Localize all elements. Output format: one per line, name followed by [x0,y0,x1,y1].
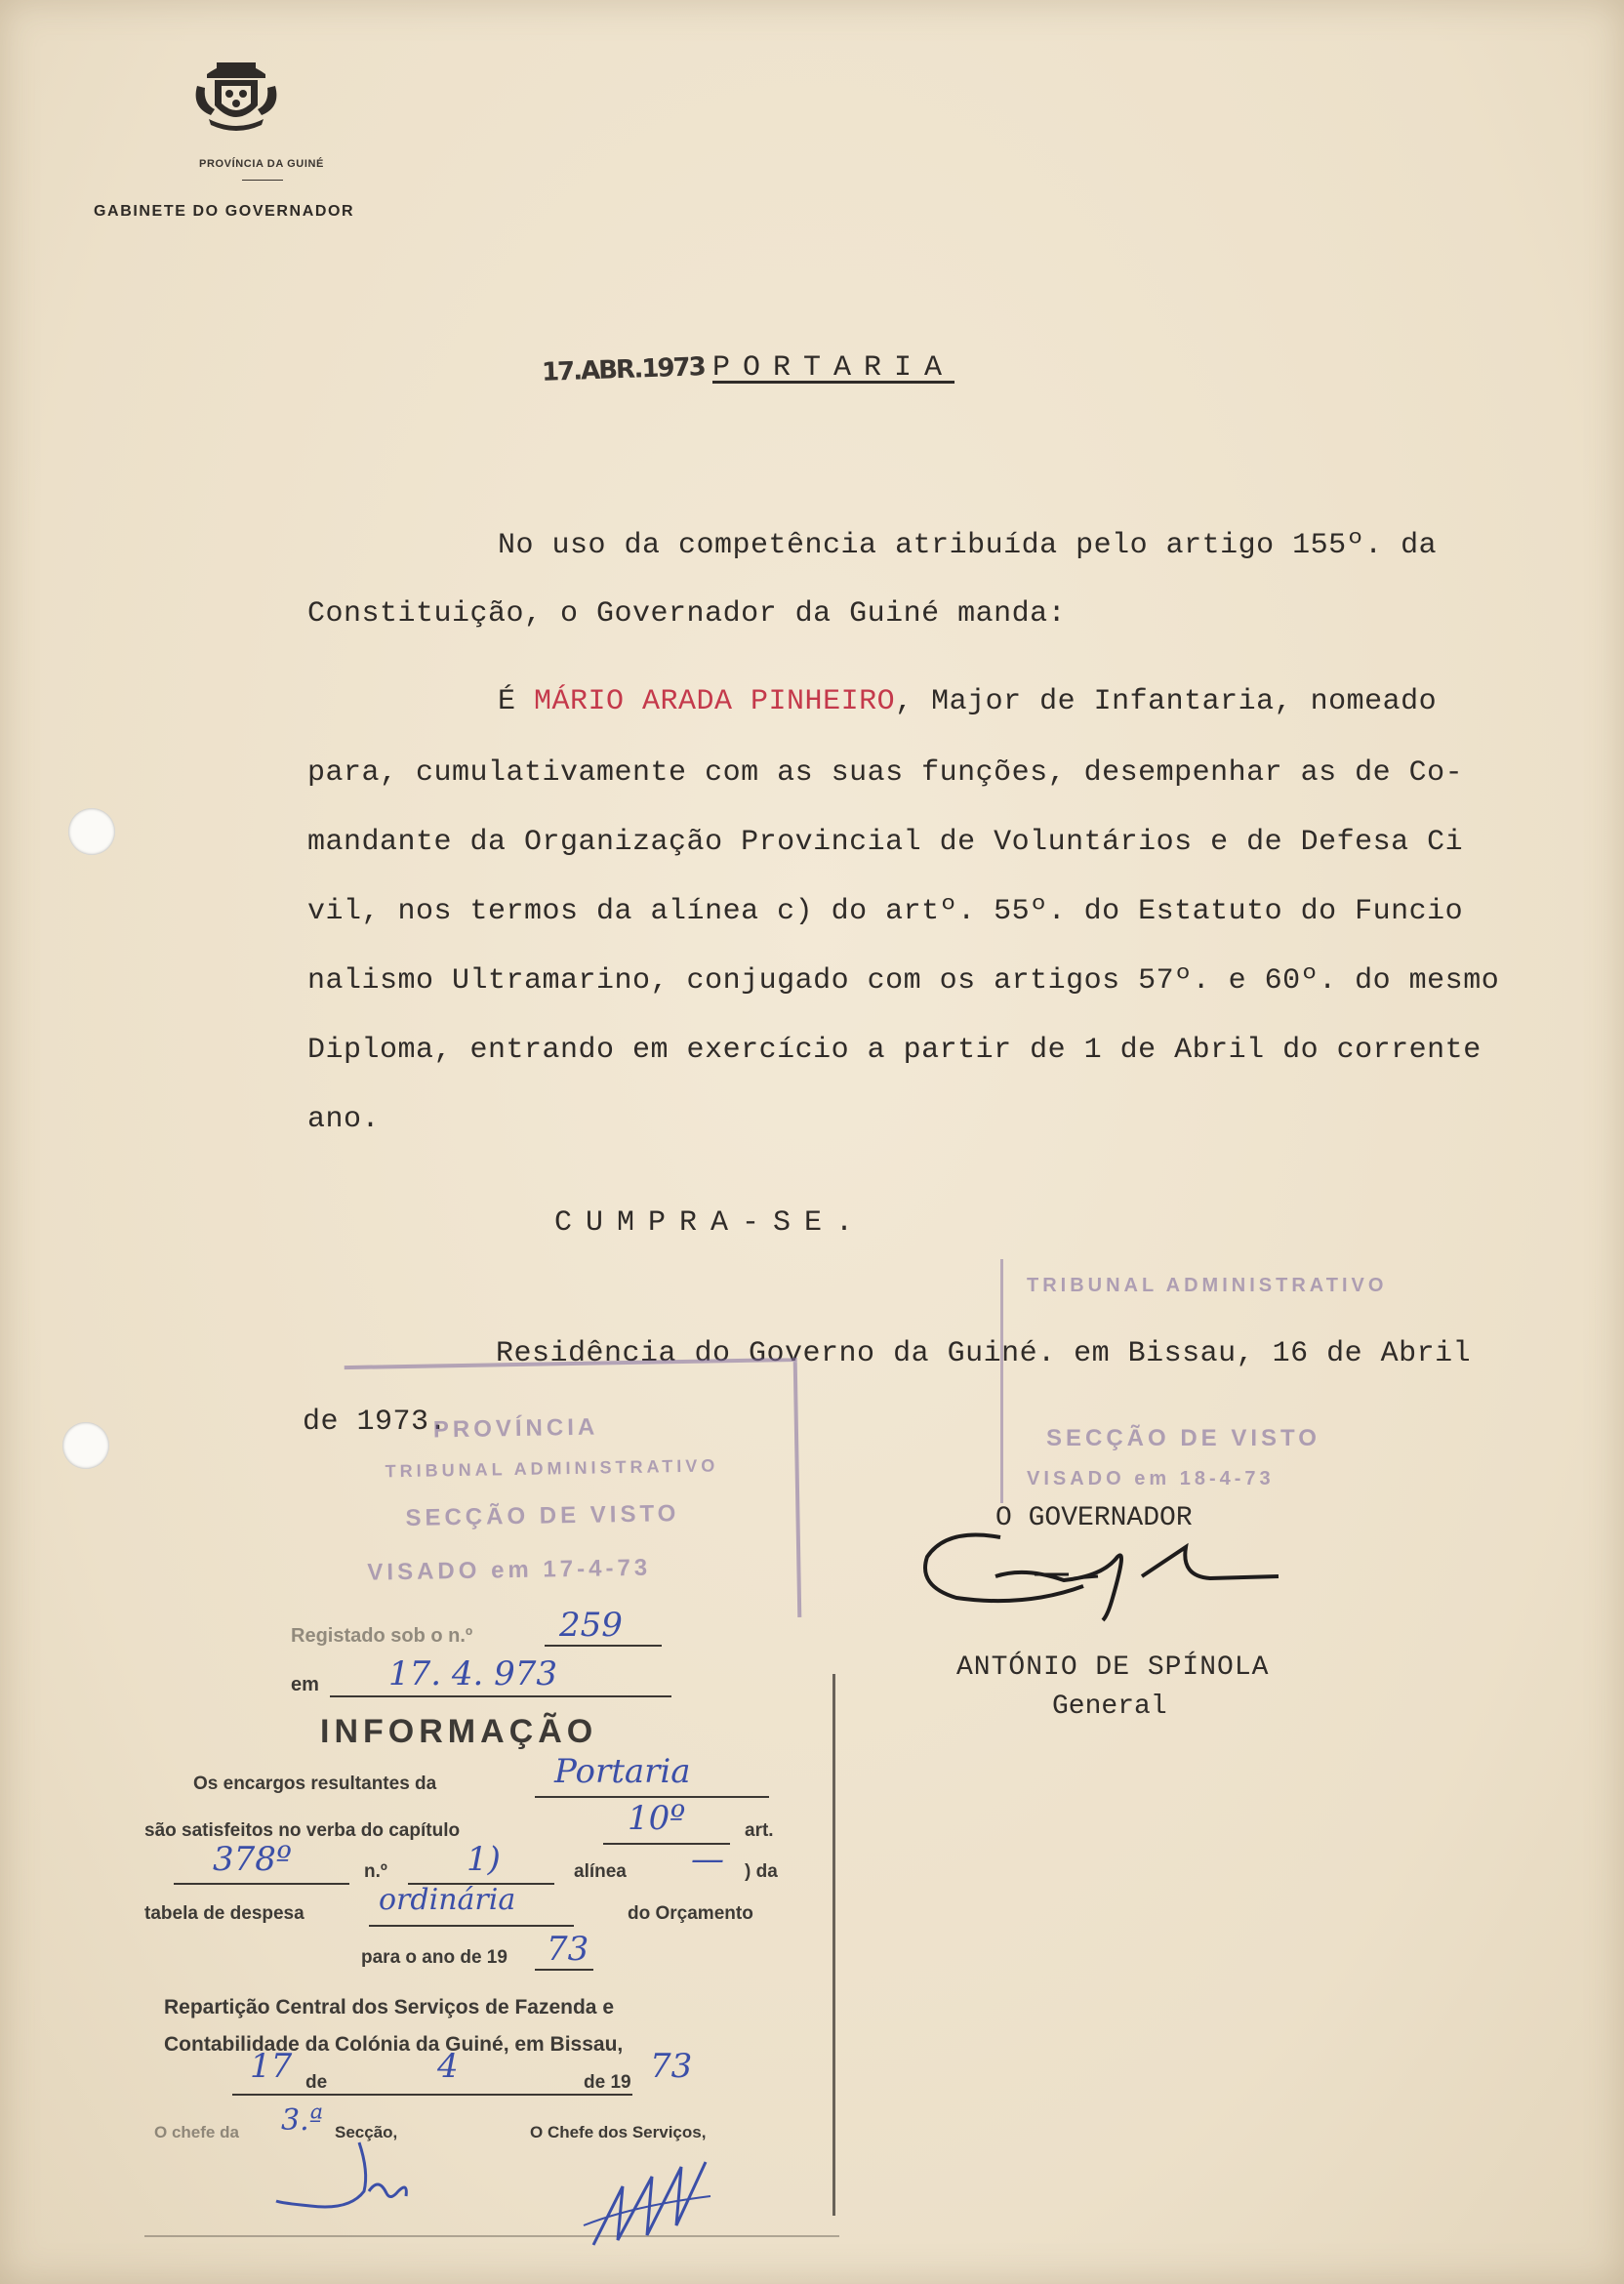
stamp-line: SECÇÃO DE VISTO [1046,1425,1320,1451]
info-value-ano-assinatura: 73 [650,2047,693,2086]
stamp-line: TRIBUNAL ADMINISTRATIVO [385,1455,719,1482]
body-line: de 1973. [303,1406,448,1439]
chief-signature-icon [574,2147,720,2255]
stamp-line: VISADO em 17-4-73 [367,1554,652,1586]
stamp-line: TRIBUNAL ADMINISTRATIVO [1027,1275,1388,1296]
info-value-mes: 4 [437,2047,459,2086]
stamp-border-right [832,1674,835,2216]
info-line-text: Repartição Central dos Serviços de Fazenda e [164,1996,614,2019]
underline [232,2094,632,2096]
info-line-label: n.º [364,1861,387,1882]
stamp-line: PROVÍNCIA [432,1413,599,1444]
underline [535,1969,593,1971]
info-line-label: ) da [745,1861,778,1882]
info-line-label: de [305,2072,328,2093]
info-value-portaria: Portaria [554,1752,691,1791]
info-line-label: tabela de despesa [144,1903,304,1924]
underline [330,1695,671,1697]
info-line-label: são satisfeitos no verba do capítulo [144,1820,461,1841]
signature-label: O GOVERNADOR [995,1503,1193,1533]
signatory-name: ANTÓNIO DE SPÍNOLA [956,1652,1270,1683]
cumpra-se-heading: CUMPRA-SE. [554,1206,868,1240]
text-fragment: É [498,685,535,718]
coat-of-arms-icon [187,57,285,133]
visto-stamp-right [1000,1259,1462,1503]
received-date-stamp: 17.ABR.1973 [541,352,706,387]
info-value-artigo: 378º [213,1840,292,1879]
body-line: No uso da competência atribuída pelo artigo 155º. da [498,529,1438,562]
body-line-with-name [498,685,1437,718]
governor-signature-icon [917,1518,1288,1625]
underline [174,1883,349,1885]
appointee-name: MÁRIO ARADA PINHEIRO [534,685,896,718]
info-line-label: Os encargos resultantes da [193,1774,437,1794]
stamp-border-bottom [144,2235,839,2237]
informacao-stamp [144,1606,839,2255]
visto-stamp-left [345,1358,802,1625]
info-line-label: de 19 [584,2072,631,2093]
body-line: ano. [307,1103,381,1136]
em-label: em [291,1674,319,1695]
punch-hole-top [68,808,115,855]
info-value-ano: 73 [547,1930,589,1969]
body-line: vil, nos termos da alínea c) do artº. 55º. do Estatuto do Funcio [307,895,1464,928]
office-name: GABINETE DO GOVERNADOR [94,203,355,220]
underline [535,1796,769,1798]
registo-number: 259 [559,1606,623,1645]
clerk-initials-icon [271,2133,418,2221]
letterhead-divider [242,180,283,181]
stamp-line: VISADO em 18-4-73 [1027,1468,1275,1489]
signatory-rank: General [1052,1692,1167,1722]
info-line-text: Contabilidade da Colónia da Guiné, em Bissau, [164,2033,624,2056]
stamp-line: SECÇÃO DE VISTO [405,1500,680,1531]
underline [369,1925,574,1927]
info-value-alinea: — [691,1840,724,1879]
info-line-label: O Chefe dos Serviços, [530,2123,707,2141]
body-line: Residência do Governo da Guiné. em Bissau, 16 de Abril [496,1337,1472,1370]
info-line-label: O chefe da [154,2123,239,2141]
info-value-capitulo: 10º [628,1799,686,1838]
underline [545,1645,662,1647]
province-name: PROVÍNCIA DA GUINÉ [199,158,324,170]
document-title: PORTARIA [712,351,955,385]
punch-hole-bottom [62,1422,109,1469]
text-fragment: , Major de Infantaria, nomeado [895,685,1438,718]
info-line-label: do Orçamento [628,1903,753,1924]
info-value-dia: 17 [250,2047,293,2086]
body-line: para, cumulativamente com as suas funções, desempenhar as de Co- [307,756,1464,790]
info-line-label: alínea [574,1861,627,1882]
info-line-label: Secção, [335,2123,398,2141]
informacao-heading: INFORMAÇÃO [320,1713,598,1750]
registo-date: 17. 4. 973 [388,1654,558,1693]
info-value-seccao: 3.ª [281,2103,323,2138]
body-line: mandante da Organização Provincial de Voluntários e de Defesa Ci [307,826,1464,859]
info-line-label: art. [745,1820,774,1841]
registo-label: Registado sob o n.º [291,1625,473,1647]
info-value-numero: 1) [467,1840,501,1879]
body-line: nalismo Ultramarino, conjugado com os artigos 57º. e 60º. do mesmo [307,964,1500,998]
body-line: Constituição, o Governador da Guiné manda: [307,597,1067,631]
body-line: Diploma, entrando em exercício a partir de 1 de Abril do corrente [307,1034,1482,1067]
info-value-despesa: ordinária [379,1883,516,1917]
info-line-label: para o ano de 19 [361,1947,508,1968]
